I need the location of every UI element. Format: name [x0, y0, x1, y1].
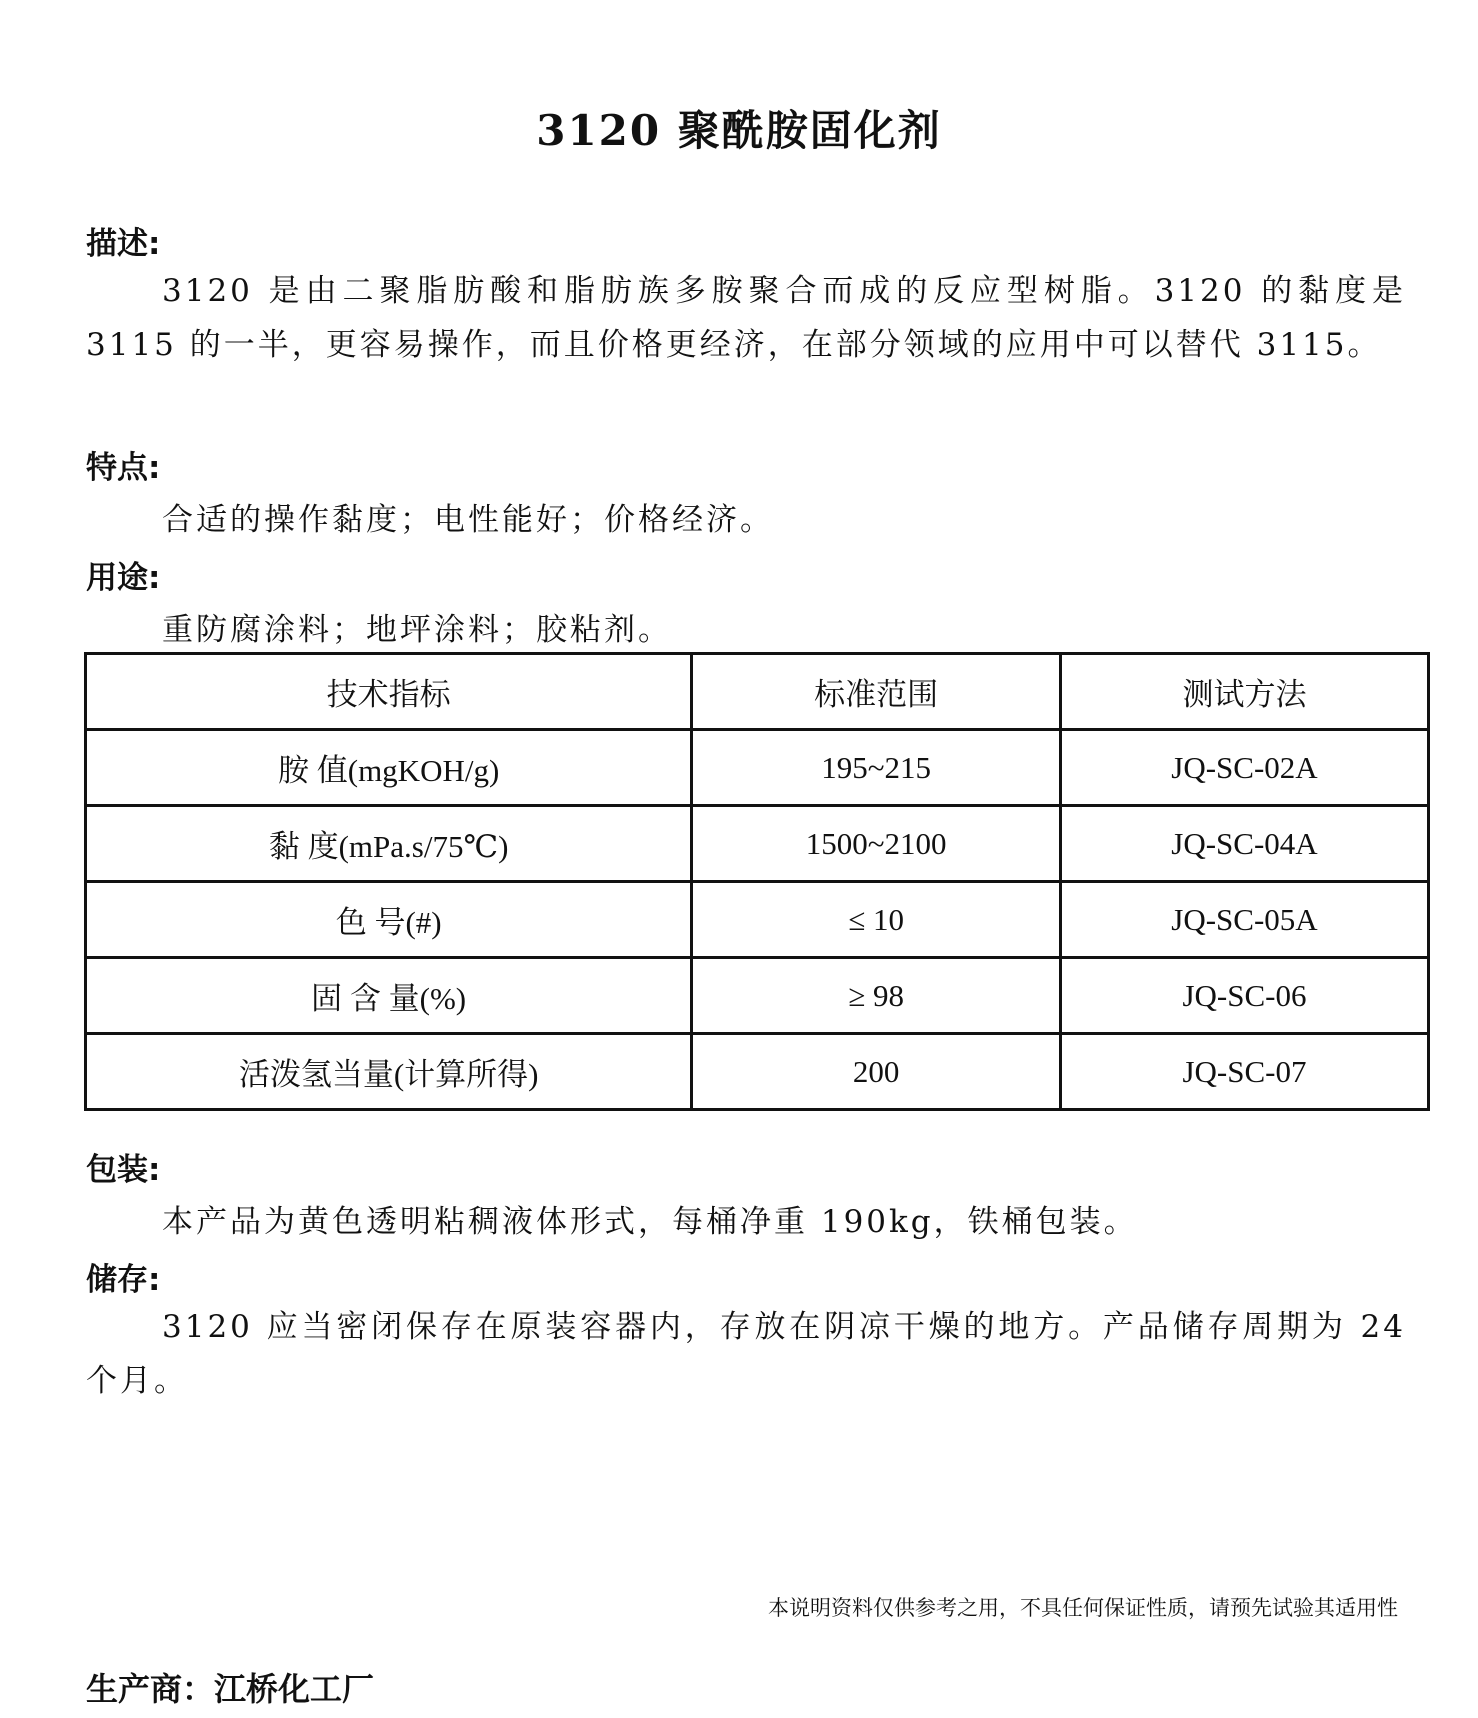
description-heading: 描述: — [86, 226, 161, 262]
table-cell: 色 号(#) — [86, 882, 692, 958]
description-text: 3120 是由二聚脂肪酸和脂肪族多胺聚合而成的反应型树脂。3120 的黏度是 3115 的一半，更容易操作，而且价格更经济，在部分领域的应用中可以替代 3115。 — [86, 273, 1406, 363]
table-header-cell: 测试方法 — [1060, 654, 1428, 730]
table-row — [86, 806, 1429, 882]
manufacturer-line: 生产商：江桥化工厂 — [86, 1670, 375, 1708]
packaging-text: 本产品为黄色透明粘稠液体形式，每桶净重 190kg，铁桶包装。 — [162, 1204, 1138, 1240]
table-row — [86, 1034, 1429, 1110]
table-cell: 活泼氢当量(计算所得) — [86, 1034, 692, 1110]
table-cell: 200 — [692, 1034, 1061, 1110]
disclaimer-text: 本说明资料仅供参考之用，不具任何保证性质，请预先试验其适用性 — [768, 1596, 1398, 1620]
table-cell: 黏 度(mPa.s/75℃) — [86, 806, 692, 882]
table-cell: JQ-SC-07 — [1060, 1034, 1428, 1110]
table-cell: ≤ 10 — [692, 882, 1061, 958]
table-row — [86, 882, 1429, 958]
features-text: 合适的操作黏度；电性能好；价格经济。 — [162, 502, 774, 538]
table-cell: ≥ 98 — [692, 958, 1061, 1034]
table-header-row — [86, 654, 1429, 730]
features-heading: 特点: — [86, 450, 161, 486]
table-cell: JQ-SC-02A — [1060, 730, 1428, 806]
page-title: 3120 聚酰胺固化剂 — [536, 106, 942, 155]
table-cell: 胺 值(mgKOH/g) — [86, 730, 692, 806]
table-header-cell: 技术指标 — [86, 654, 692, 730]
uses-heading: 用途: — [86, 560, 161, 596]
table-cell: JQ-SC-04A — [1060, 806, 1428, 882]
storage-text: 3120 应当密闭保存在原装容器内，存放在阴凉干燥的地方。产品储存周期为 24 个月。 — [86, 1309, 1406, 1399]
table-row — [86, 958, 1429, 1034]
spec-table — [84, 652, 1430, 1111]
table-cell: 1500~2100 — [692, 806, 1061, 882]
storage-heading: 储存: — [86, 1262, 161, 1298]
uses-text: 重防腐涂料；地坪涂料；胶粘剂。 — [162, 612, 672, 648]
table-header-cell: 标准范围 — [692, 654, 1061, 730]
table-cell: 固 含 量(%) — [86, 958, 692, 1034]
packaging-heading: 包装: — [86, 1152, 161, 1188]
table-cell: 195~215 — [692, 730, 1061, 806]
table-row — [86, 730, 1429, 806]
table-cell: JQ-SC-06 — [1060, 958, 1428, 1034]
table-cell: JQ-SC-05A — [1060, 882, 1428, 958]
